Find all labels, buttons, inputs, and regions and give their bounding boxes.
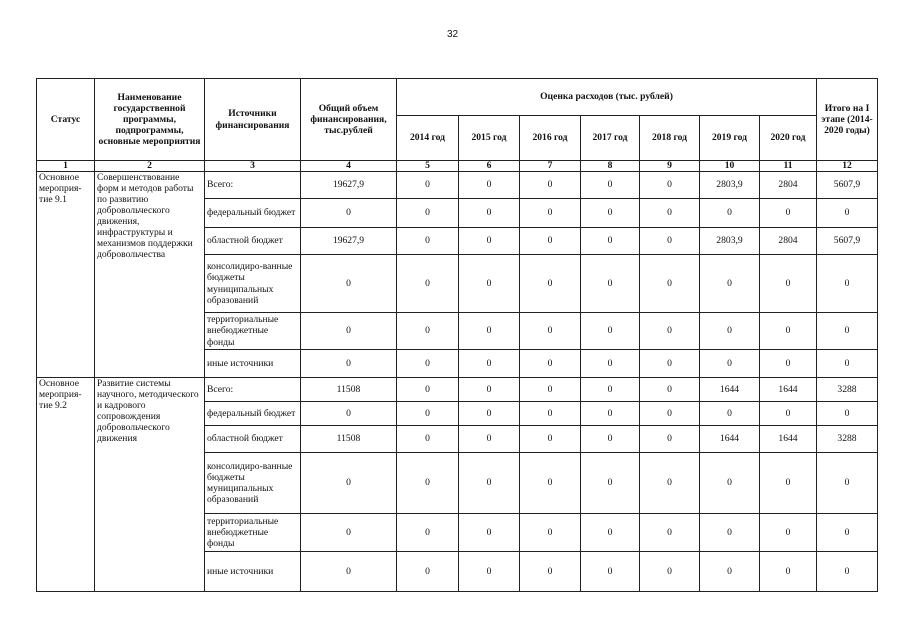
column-number: 8 (581, 161, 640, 172)
value-cell: 0 (397, 378, 459, 402)
source-cell: Всего: (205, 172, 301, 199)
value-cell: 0 (817, 514, 878, 552)
value-cell: 0 (459, 228, 520, 255)
value-cell: 0 (397, 552, 459, 592)
value-cell: 0 (520, 552, 581, 592)
source-cell: территориальные внебюджетные фонды (205, 514, 301, 552)
column-number: 3 (205, 161, 301, 172)
value-cell: 3288 (817, 378, 878, 402)
value-cell: 0 (520, 378, 581, 402)
value-cell: 0 (760, 402, 817, 426)
value-cell: 0 (640, 199, 700, 228)
column-number: 4 (301, 161, 397, 172)
value-cell: 0 (459, 350, 520, 378)
value-cell: 2803,9 (700, 172, 760, 199)
value-cell: 1644 (760, 378, 817, 402)
status-cell: Основное мероприя-тие 9.1 (37, 172, 95, 378)
header-estimate: Оценка расходов (тыс. рублей) (397, 79, 817, 116)
value-cell: 5607,9 (817, 228, 878, 255)
column-number: 5 (397, 161, 459, 172)
value-cell: 0 (397, 313, 459, 350)
header-year: 2014 год (397, 116, 459, 161)
value-cell: 0 (520, 514, 581, 552)
value-cell: 0 (700, 313, 760, 350)
value-cell: 2803,9 (700, 228, 760, 255)
header-status: Статус (37, 79, 95, 161)
value-cell: 0 (520, 199, 581, 228)
value-cell: 0 (301, 453, 397, 514)
source-cell: Всего: (205, 378, 301, 402)
source-cell: консолидиро-ванные бюджеты муниципальных образований (205, 255, 301, 313)
measure-name-cell: Развитие системы научного, методического и кадрового сопровождения добровольческого движения (95, 378, 205, 592)
value-cell: 0 (640, 426, 700, 453)
value-cell: 0 (520, 402, 581, 426)
value-cell: 0 (397, 350, 459, 378)
financing-table (36, 78, 878, 592)
value-cell: 0 (397, 228, 459, 255)
value-cell: 0 (520, 172, 581, 199)
value-cell: 0 (700, 199, 760, 228)
value-cell: 0 (640, 255, 700, 313)
value-cell: 0 (581, 426, 640, 453)
value-cell: 0 (397, 426, 459, 453)
column-number: 1 (37, 161, 95, 172)
value-cell: 0 (817, 350, 878, 378)
measure-name-cell: Совершенствование форм и методов работы по развитию добровольческого движения, инфраструктуры и механизмов поддержки добровольчества (95, 172, 205, 378)
header-sources: Источники финансирования (205, 79, 301, 161)
value-cell: 0 (640, 228, 700, 255)
column-number: 7 (520, 161, 581, 172)
value-cell: 3288 (817, 426, 878, 453)
value-cell: 0 (581, 228, 640, 255)
value-cell: 0 (301, 402, 397, 426)
value-cell: 1644 (700, 378, 760, 402)
value-cell: 0 (581, 255, 640, 313)
value-cell: 0 (520, 453, 581, 514)
value-cell: 1644 (760, 426, 817, 453)
value-cell: 0 (397, 172, 459, 199)
value-cell: 0 (760, 350, 817, 378)
value-cell: 0 (301, 514, 397, 552)
source-cell: областной бюджет (205, 426, 301, 453)
value-cell: 0 (581, 453, 640, 514)
header-total-volume: Общий объем финансирования, тыс.рублей (301, 79, 397, 161)
value-cell: 0 (301, 255, 397, 313)
value-cell: 0 (700, 514, 760, 552)
value-cell: 0 (581, 199, 640, 228)
value-cell: 0 (640, 378, 700, 402)
value-cell: 0 (520, 228, 581, 255)
status-cell: Основное мероприя-тие 9.2 (37, 378, 95, 592)
column-number: 6 (459, 161, 520, 172)
table-row (37, 378, 878, 402)
value-cell: 0 (459, 199, 520, 228)
value-cell: 0 (301, 552, 397, 592)
source-cell: иные источники (205, 350, 301, 378)
source-cell: областной бюджет (205, 228, 301, 255)
value-cell: 0 (640, 350, 700, 378)
value-cell: 0 (459, 426, 520, 453)
value-cell: 5607,9 (817, 172, 878, 199)
value-cell: 0 (760, 552, 817, 592)
value-cell: 0 (397, 453, 459, 514)
header-year: 2016 год (520, 116, 581, 161)
value-cell: 0 (301, 350, 397, 378)
value-cell: 0 (459, 453, 520, 514)
header-year: 2020 год (760, 116, 817, 161)
header-year: 2017 год (581, 116, 640, 161)
value-cell: 0 (581, 350, 640, 378)
value-cell: 0 (581, 402, 640, 426)
value-cell: 0 (301, 313, 397, 350)
value-cell: 0 (301, 199, 397, 228)
value-cell: 0 (817, 552, 878, 592)
value-cell: 0 (760, 453, 817, 514)
value-cell: 0 (459, 313, 520, 350)
value-cell: 1644 (700, 426, 760, 453)
table-row (37, 172, 878, 199)
value-cell: 0 (760, 199, 817, 228)
source-cell: федеральный бюджет (205, 199, 301, 228)
source-cell: иные источники (205, 552, 301, 592)
value-cell: 0 (459, 378, 520, 402)
value-cell: 0 (397, 514, 459, 552)
value-cell: 0 (459, 552, 520, 592)
value-cell: 0 (520, 255, 581, 313)
page-number: 32 (446, 29, 459, 40)
value-cell: 0 (581, 172, 640, 199)
column-number: 12 (817, 161, 878, 172)
value-cell: 0 (640, 313, 700, 350)
value-cell: 0 (640, 514, 700, 552)
header-year: 2019 год (700, 116, 760, 161)
value-cell: 0 (397, 199, 459, 228)
value-cell: 11508 (301, 378, 397, 402)
value-cell: 0 (760, 255, 817, 313)
value-cell: 0 (640, 402, 700, 426)
column-number: 10 (700, 161, 760, 172)
value-cell: 0 (640, 172, 700, 199)
value-cell: 0 (817, 255, 878, 313)
value-cell: 2804 (760, 172, 817, 199)
column-number: 11 (760, 161, 817, 172)
value-cell: 0 (760, 313, 817, 350)
value-cell: 0 (760, 514, 817, 552)
value-cell: 0 (520, 426, 581, 453)
value-cell: 0 (459, 402, 520, 426)
source-cell: территориальные внебюджетные фонды (205, 313, 301, 350)
value-cell: 0 (817, 199, 878, 228)
value-cell: 0 (700, 552, 760, 592)
value-cell: 0 (700, 255, 760, 313)
header-year: 2015 год (459, 116, 520, 161)
value-cell: 0 (397, 255, 459, 313)
value-cell: 0 (581, 378, 640, 402)
value-cell: 0 (459, 172, 520, 199)
value-cell: 0 (459, 514, 520, 552)
value-cell: 0 (397, 402, 459, 426)
source-cell: консолидиро-ванные бюджеты муниципальных образований (205, 453, 301, 514)
source-cell: федеральный бюджет (205, 402, 301, 426)
value-cell: 19627,9 (301, 172, 397, 199)
value-cell: 0 (459, 255, 520, 313)
header-year: 2018 год (640, 116, 700, 161)
value-cell: 0 (581, 514, 640, 552)
value-cell: 11508 (301, 426, 397, 453)
value-cell: 0 (581, 552, 640, 592)
value-cell: 0 (640, 453, 700, 514)
value-cell: 0 (700, 402, 760, 426)
value-cell: 0 (520, 313, 581, 350)
value-cell: 0 (817, 313, 878, 350)
value-cell: 0 (520, 350, 581, 378)
value-cell: 0 (581, 313, 640, 350)
value-cell: 19627,9 (301, 228, 397, 255)
header-name: Наименование государственной программы, подпрограммы, основные мероприятия (95, 79, 205, 161)
column-number: 2 (95, 161, 205, 172)
value-cell: 2804 (760, 228, 817, 255)
value-cell: 0 (700, 453, 760, 514)
header-itogo: Итого на I этапе (2014-2020 годы) (817, 79, 878, 161)
value-cell: 0 (640, 552, 700, 592)
value-cell: 0 (817, 402, 878, 426)
value-cell: 0 (817, 453, 878, 514)
column-number: 9 (640, 161, 700, 172)
value-cell: 0 (700, 350, 760, 378)
